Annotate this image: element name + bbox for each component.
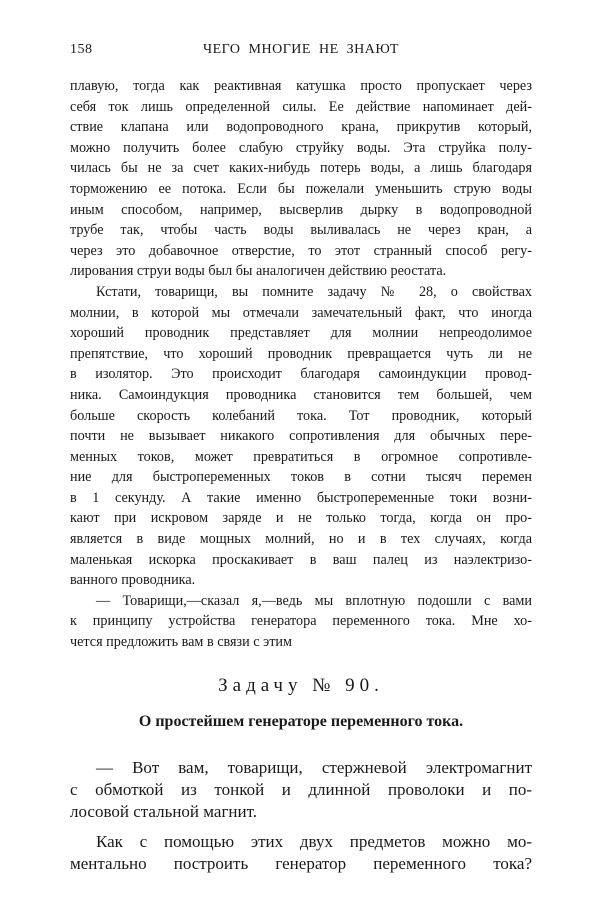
text-line: к принципу устройства генератора переменного тока. Мне хо- (70, 613, 532, 630)
text-line: трубе так, чтобы часть воды выливалась не через кран, а (70, 222, 532, 239)
paragraph-dialogue (70, 591, 532, 653)
paragraph-lightning (70, 282, 532, 591)
task-text (70, 757, 532, 875)
text-line: торможению ее потока. Если бы пожелали уменьшить струю воды (70, 180, 532, 197)
text-line: с обмоткой из тонкой и длинной проволоки и по- (70, 779, 532, 799)
running-title: ЧЕГО МНОГИЕ НЕ ЗНАЮТ (203, 42, 399, 57)
text-line: маленькая искорка проскакивает в ваш палец из наэлектризо- (70, 551, 532, 568)
paragraph-continuation (70, 76, 532, 282)
text-line: молнии, в которой мы отмечали замечательный факт, что иногда (70, 304, 532, 321)
text-line: ствие клапана или водопроводного крана, прикрутив который, (70, 119, 532, 136)
text-line: себя ток лишь определенной силы. Ее действие напоминает дей- (70, 98, 532, 115)
text-line: Кстати, товарищи, вы помните задачу № 28, о свойствах (96, 283, 532, 300)
text-line: можно получить более слабую струйку воды. Эта струйка полу- (70, 139, 532, 156)
text-line: — Товарищи,—сказал я,—ведь мы вплотную подошли с вами (96, 592, 532, 609)
text-line: в изолятор. Это происходит благодаря самоиндукции провод- (70, 366, 532, 383)
text-line: лосовой стальной магнит. (70, 801, 258, 821)
text-line: ние для быстропеременных токов в сотни тысяч перемен (70, 469, 532, 486)
text-line: Как с помощью этих двух предметов можно мо- (96, 831, 532, 851)
text-line: почти не вызывает никакого сопротивления для обычных пере- (70, 428, 532, 445)
body-text (70, 76, 532, 653)
task-paragraph-2 (70, 831, 532, 875)
text-line: препятствие, что хороший проводник превращается чуть ли не (70, 345, 532, 362)
page-number: 158 (70, 42, 93, 57)
text-line: менных токов, может превратиться в огромное сопротивле- (70, 448, 532, 465)
text-line: кают при искровом заряде и не только тогда, когда он про- (70, 510, 532, 527)
text-line: в 1 секунду. А такие именно быстропеременные токи возни- (70, 489, 532, 506)
text-line: ванного проводника. (70, 572, 196, 589)
text-line: чется предложить вам в связи с этим (70, 634, 292, 651)
text-line: больше скорость колебаний тока. Тот проводник, который (70, 407, 532, 424)
task-paragraph-1 (70, 757, 532, 823)
text-line: — Вот вам, товарищи, стержневой электромагнит (96, 757, 532, 777)
text-line: плавую, тогда как реактивная катушка просто пропускает через (70, 78, 532, 94)
book-page (70, 42, 532, 875)
task-subheading: О простейшем генераторе переменного тока. (138, 712, 464, 730)
text-line: через это добавочное отверстие, то этот странный способ регу- (70, 242, 532, 259)
text-line: хороший проводник представляет для молнии непреодолимое (70, 325, 532, 342)
text-line: иным способом, например, высверлив дырку в водопроводной (70, 201, 532, 218)
text-line: чилась бы не за счет каких-нибудь потерь воды, а лишь благодаря (70, 160, 532, 177)
text-line: лирования струи воды был бы аналогичен действию реостата. (70, 263, 447, 280)
running-header (70, 42, 532, 76)
text-line: ментально построить генератор переменного тока? (70, 853, 532, 873)
text-line: является в виде мощных молний, но и в тех случаях, когда (70, 531, 532, 548)
text-line: ника. Самоиндукция проводника становится тем большей, чем (70, 386, 532, 403)
task-heading: Задачу № 90. (218, 674, 384, 696)
